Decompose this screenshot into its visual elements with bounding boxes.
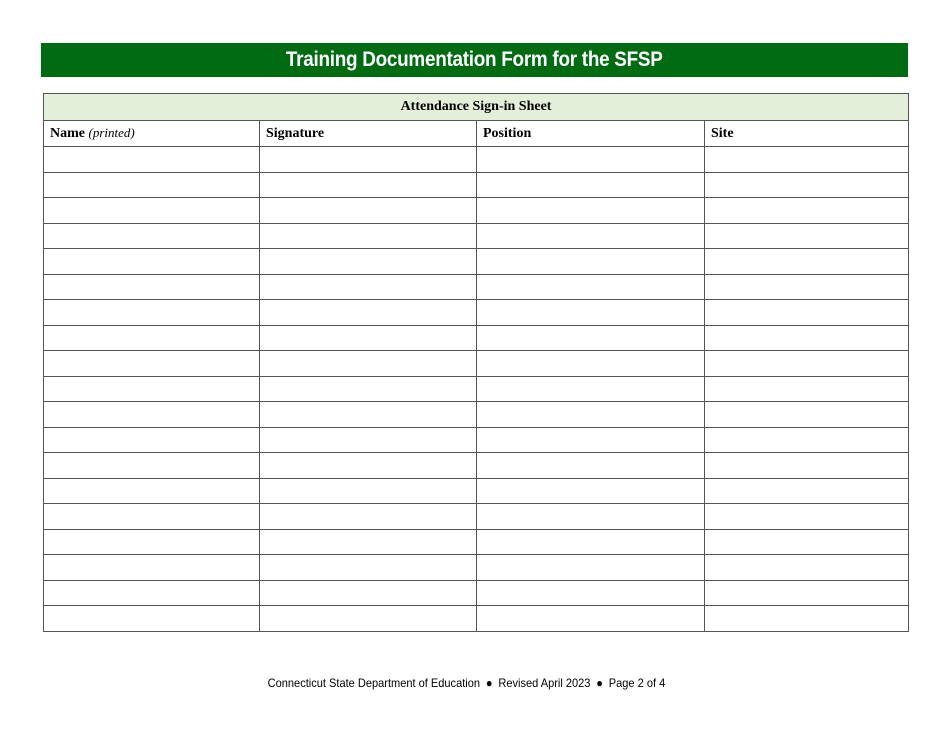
cell-signature[interactable] <box>260 300 477 326</box>
cell-signature[interactable] <box>260 172 477 198</box>
column-header-position: Position <box>477 121 705 147</box>
attendance-table <box>43 93 909 632</box>
cell-position[interactable] <box>477 529 705 555</box>
cell-site[interactable] <box>705 580 909 606</box>
table-row <box>44 172 909 198</box>
cell-name[interactable] <box>44 198 260 224</box>
cell-site[interactable] <box>705 478 909 504</box>
table-row <box>44 274 909 300</box>
footer-separator-1: ● <box>485 676 493 690</box>
cell-position[interactable] <box>477 172 705 198</box>
cell-name[interactable] <box>44 223 260 249</box>
cell-site[interactable] <box>705 402 909 428</box>
cell-signature[interactable] <box>260 453 477 479</box>
cell-site[interactable] <box>705 198 909 224</box>
cell-name[interactable] <box>44 504 260 530</box>
cell-name[interactable] <box>44 147 260 173</box>
cell-name[interactable] <box>44 606 260 632</box>
cell-site[interactable] <box>705 172 909 198</box>
table-row <box>44 478 909 504</box>
cell-name[interactable] <box>44 555 260 581</box>
cell-site[interactable] <box>705 453 909 479</box>
table-row <box>44 351 909 377</box>
cell-position[interactable] <box>477 478 705 504</box>
cell-name[interactable] <box>44 453 260 479</box>
table-row <box>44 198 909 224</box>
column-header-signature: Signature <box>260 121 477 147</box>
table-row <box>44 427 909 453</box>
table-row <box>44 325 909 351</box>
page-title: Training Documentation Form for the SFSP <box>286 48 663 71</box>
table-row <box>44 453 909 479</box>
table-row <box>44 249 909 275</box>
cell-signature[interactable] <box>260 376 477 402</box>
cell-signature[interactable] <box>260 147 477 173</box>
cell-signature[interactable] <box>260 249 477 275</box>
cell-position[interactable] <box>477 351 705 377</box>
cell-position[interactable] <box>477 198 705 224</box>
cell-site[interactable] <box>705 529 909 555</box>
cell-position[interactable] <box>477 147 705 173</box>
cell-name[interactable] <box>44 249 260 275</box>
column-header-name-label: Name <box>50 126 85 141</box>
cell-position[interactable] <box>477 300 705 326</box>
cell-name[interactable] <box>44 580 260 606</box>
cell-name[interactable] <box>44 172 260 198</box>
cell-signature[interactable] <box>260 274 477 300</box>
table-row <box>44 223 909 249</box>
cell-name[interactable] <box>44 376 260 402</box>
footer-organization: Connecticut State Department of Education <box>267 676 481 690</box>
title-banner <box>41 43 908 77</box>
column-header-name-qualifier: (printed) <box>88 125 135 140</box>
cell-position[interactable] <box>477 555 705 581</box>
column-header-site: Site <box>705 121 909 147</box>
cell-signature[interactable] <box>260 223 477 249</box>
cell-site[interactable] <box>705 274 909 300</box>
table-row <box>44 402 909 428</box>
cell-site[interactable] <box>705 376 909 402</box>
cell-name[interactable] <box>44 529 260 555</box>
cell-position[interactable] <box>477 453 705 479</box>
cell-position[interactable] <box>477 580 705 606</box>
cell-signature[interactable] <box>260 427 477 453</box>
cell-signature[interactable] <box>260 504 477 530</box>
cell-site[interactable] <box>705 325 909 351</box>
cell-site[interactable] <box>705 249 909 275</box>
cell-signature[interactable] <box>260 325 477 351</box>
table-row <box>44 300 909 326</box>
cell-site[interactable] <box>705 300 909 326</box>
table-caption: Attendance Sign-in Sheet <box>44 94 909 121</box>
column-header-row <box>44 121 909 147</box>
footer-page-number: Page 2 of 4 <box>608 676 666 690</box>
cell-name[interactable] <box>44 274 260 300</box>
cell-name[interactable] <box>44 300 260 326</box>
cell-position[interactable] <box>477 376 705 402</box>
footer-separator-2: ● <box>596 676 603 690</box>
column-header-name <box>44 121 260 147</box>
table-row <box>44 606 909 632</box>
table-row <box>44 529 909 555</box>
table-row <box>44 504 909 530</box>
cell-signature[interactable] <box>260 198 477 224</box>
cell-signature[interactable] <box>260 351 477 377</box>
cell-site[interactable] <box>705 351 909 377</box>
cell-site[interactable] <box>705 606 909 632</box>
cell-site[interactable] <box>705 427 909 453</box>
cell-position[interactable] <box>477 223 705 249</box>
cell-signature[interactable] <box>260 580 477 606</box>
cell-site[interactable] <box>705 147 909 173</box>
table-row <box>44 555 909 581</box>
cell-site[interactable] <box>705 555 909 581</box>
cell-position[interactable] <box>477 504 705 530</box>
cell-name[interactable] <box>44 351 260 377</box>
cell-signature[interactable] <box>260 555 477 581</box>
cell-name[interactable] <box>44 427 260 453</box>
cell-site[interactable] <box>705 504 909 530</box>
cell-position[interactable] <box>477 325 705 351</box>
footer-revised: Revised April 2023 <box>498 676 591 690</box>
page-footer <box>37 676 895 690</box>
cell-position[interactable] <box>477 606 705 632</box>
table-row <box>44 376 909 402</box>
cell-name[interactable] <box>44 478 260 504</box>
cell-signature[interactable] <box>260 529 477 555</box>
cell-position[interactable] <box>477 402 705 428</box>
cell-site[interactable] <box>705 223 909 249</box>
cell-position[interactable] <box>477 249 705 275</box>
cell-signature[interactable] <box>260 402 477 428</box>
table-row <box>44 147 909 173</box>
cell-position[interactable] <box>477 274 705 300</box>
cell-name[interactable] <box>44 402 260 428</box>
cell-signature[interactable] <box>260 606 477 632</box>
cell-position[interactable] <box>477 427 705 453</box>
cell-name[interactable] <box>44 325 260 351</box>
cell-signature[interactable] <box>260 478 477 504</box>
table-row <box>44 580 909 606</box>
